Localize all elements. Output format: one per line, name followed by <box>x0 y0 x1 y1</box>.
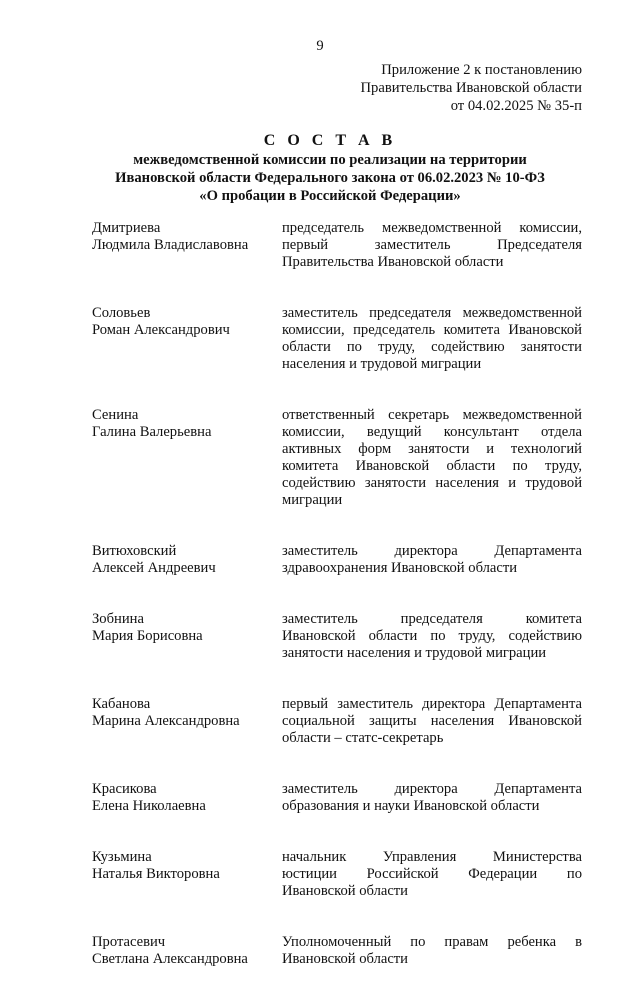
member-surname: Сенина <box>92 407 139 423</box>
member-position-line: области по труду, содействию занятости <box>282 339 582 355</box>
member-position-line: Ивановской области <box>282 883 408 899</box>
member-position-line: заместитель директора Департамента <box>282 543 582 559</box>
member-name <box>92 934 282 968</box>
member-position-line: председатель межведомственной комиссии, <box>282 220 582 236</box>
member-position-line: содействию занятости населения и трудовой <box>282 475 582 491</box>
member-row <box>92 781 582 815</box>
member-name <box>92 781 282 815</box>
member-given: Мария Борисовна <box>92 628 203 644</box>
member-name <box>92 407 282 509</box>
member-surname: Кузьмина <box>92 849 152 865</box>
member-row <box>92 305 582 373</box>
member-position-line: первый заместитель директора Департамента <box>282 696 582 712</box>
member-given: Галина Валерьевна <box>92 424 212 440</box>
member-position <box>282 849 582 900</box>
member-position <box>282 220 582 271</box>
member-position-line: миграции <box>282 492 343 508</box>
member-row <box>92 543 582 577</box>
member-position-line: социальной защиты населения Ивановской <box>282 713 582 729</box>
member-position-line: начальник Управления Министерства <box>282 849 582 865</box>
title-line: «О пробации в Российской Федерации» <box>199 188 461 204</box>
member-surname: Кабанова <box>92 696 151 712</box>
member-position-line: Ивановской области по труду, содействию <box>282 628 582 644</box>
document-title <box>80 132 580 205</box>
member-position-line: Ивановской области <box>282 951 408 967</box>
member-position-line: комитета Ивановской области по труду, <box>282 458 582 474</box>
member-position-line: ответственный секретарь межведомственной <box>282 407 582 423</box>
member-position-line: первый заместитель Председателя <box>282 237 582 253</box>
member-given: Елена Николаевна <box>92 798 206 814</box>
member-position-line: комиссии, ведущий консультант отдела <box>282 424 582 440</box>
member-position-line: заместитель председателя межведомственной <box>282 305 582 321</box>
member-position-line: активных форм занятости и технологий <box>282 441 582 457</box>
member-name <box>92 220 282 271</box>
title-line: межведомственной комиссии по реализации на территории <box>133 152 527 168</box>
member-position-line: населения и трудовой миграции <box>282 356 482 372</box>
member-surname: Зобнина <box>92 611 144 627</box>
member-position <box>282 611 582 662</box>
member-name <box>92 849 282 900</box>
annex-line: Приложение 2 к постановлению <box>381 62 582 78</box>
member-surname: Соловьев <box>92 305 151 321</box>
member-given: Алексей Андреевич <box>92 560 216 576</box>
member-name <box>92 696 282 747</box>
annex-header <box>361 61 582 115</box>
member-position-line: образования и науки Ивановской области <box>282 798 540 814</box>
member-row <box>92 407 582 509</box>
member-given: Наталья Викторовна <box>92 866 220 882</box>
member-position <box>282 543 582 577</box>
member-given: Роман Александрович <box>92 322 230 338</box>
member-row <box>92 611 582 662</box>
member-position-line: заместитель директора Департамента <box>282 781 582 797</box>
member-position <box>282 407 582 509</box>
member-position-line: комиссии, председатель комитета Ивановской <box>282 322 582 338</box>
member-surname: Протасевич <box>92 934 166 950</box>
member-position-line: Правительства Ивановской области <box>282 254 504 270</box>
member-position-line: юстиции Российской Федерации по <box>282 866 582 882</box>
member-position-line: здравоохранения Ивановской области <box>282 560 518 576</box>
member-position-line: области – статс-секретарь <box>282 730 444 746</box>
member-row <box>92 220 582 271</box>
member-row <box>92 849 582 900</box>
member-position <box>282 781 582 815</box>
member-name <box>92 611 282 662</box>
member-name <box>92 305 282 373</box>
member-position <box>282 305 582 373</box>
title-line: Ивановской области Федерального закона от 06.02.2023 № 10-ФЗ <box>115 170 545 186</box>
member-given: Марина Александровна <box>92 713 240 729</box>
member-position-line: заместитель председателя комитета <box>282 611 582 627</box>
member-position-line: занятости населения и трудовой миграции <box>282 645 547 661</box>
member-row <box>92 696 582 747</box>
member-given: Светлана Александровна <box>92 951 248 967</box>
members-list <box>92 220 582 1002</box>
annex-line: Правительства Ивановской области <box>360 80 582 96</box>
member-position <box>282 696 582 747</box>
title-word: С О С Т А В <box>263 132 397 149</box>
page-number: 9 <box>316 38 324 54</box>
member-surname: Витюховский <box>92 543 177 559</box>
annex-line: от 04.02.2025 № 35-п <box>450 98 582 114</box>
member-surname: Красикова <box>92 781 157 797</box>
member-row <box>92 934 582 968</box>
member-name <box>92 543 282 577</box>
member-position <box>282 934 582 968</box>
member-position-line: Уполномоченный по правам ребенка в <box>282 934 582 950</box>
member-given: Людмила Владиславовна <box>92 237 249 253</box>
member-surname: Дмитриева <box>92 220 161 236</box>
